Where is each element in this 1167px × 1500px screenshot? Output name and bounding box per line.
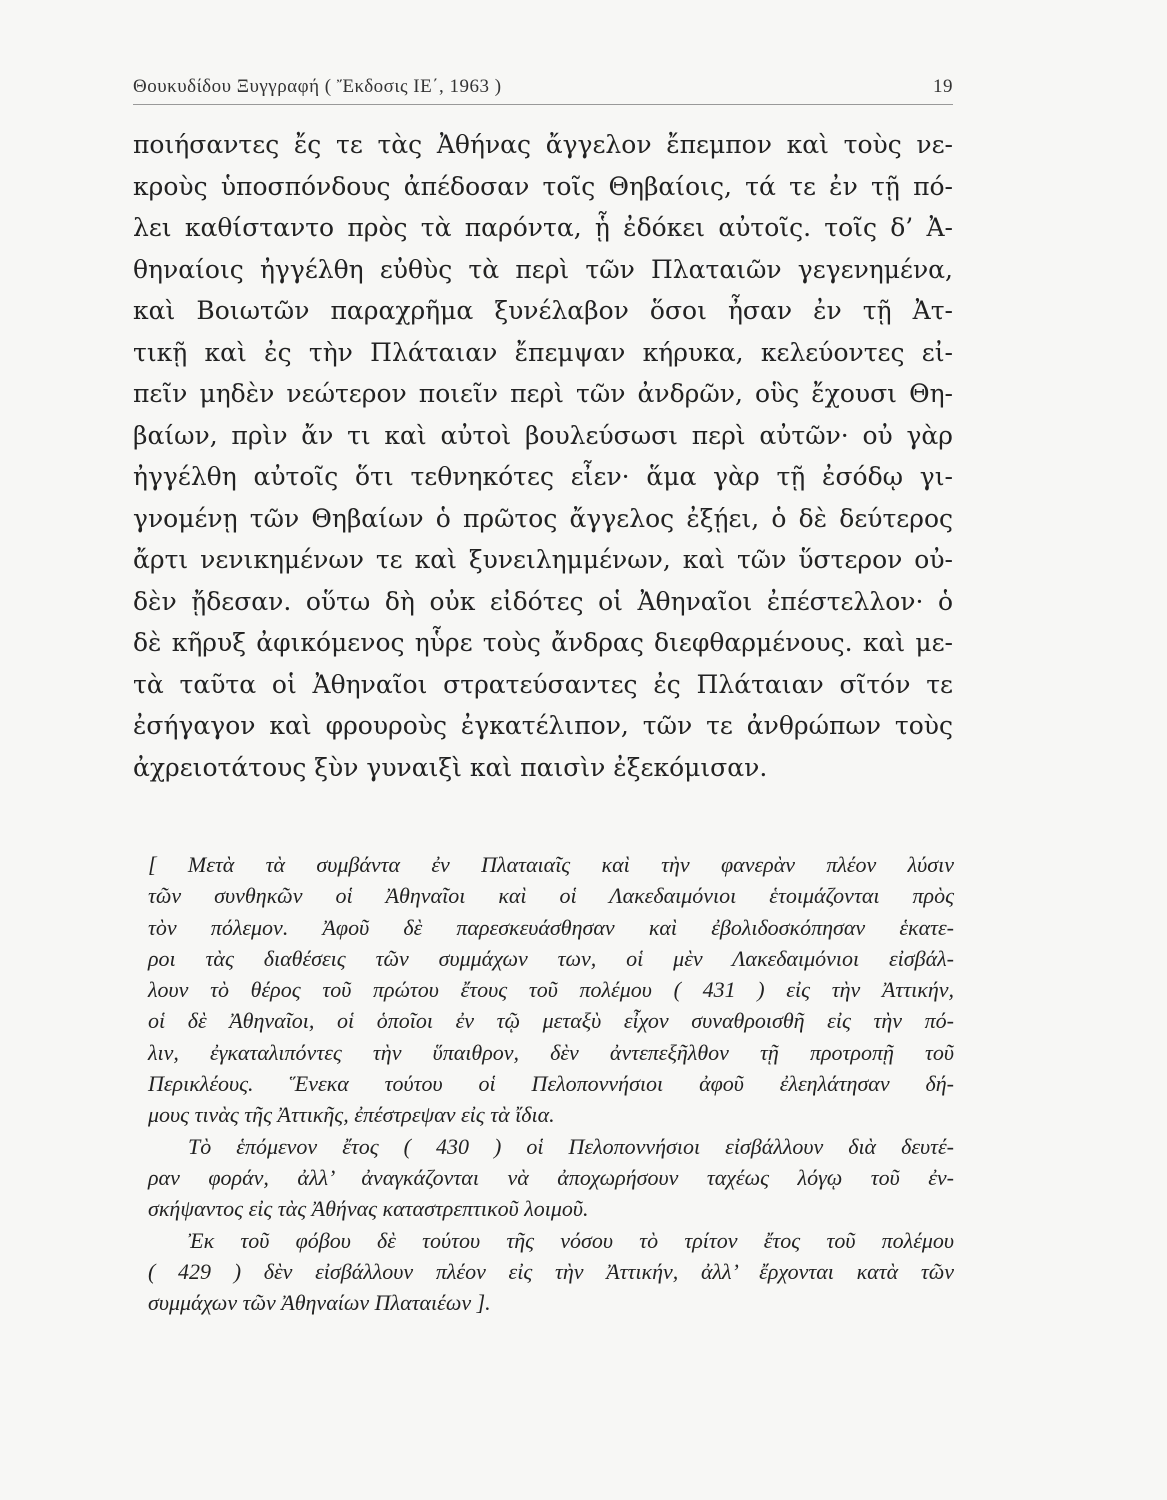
text-line: γνομένῃ τῶν Θηβαίων ὁ πρῶτος ἄγγελος ἐξῄει, ὁ δὲ δεύτερος <box>133 503 953 533</box>
text-line: ἐσήγαγον καὶ φρουροὺς ἐγκατέλιπον, τῶν τε ἀνθρώπων τοὺς <box>133 711 953 740</box>
italic-summary <box>148 849 954 1318</box>
header-rule <box>133 104 953 105</box>
summary-line: Τὸ ἑπόμενον ἔτος ( 430 ) οἱ Πελοποννήσιοι εἰσβάλλουν διὰ δευτέ- <box>188 1133 954 1159</box>
text-line: καὶ Βοιωτῶν παραχρῆμα ξυνέλαβον ὅσοι ἦσαν ἐν τῇ Ἀτ- <box>133 296 953 325</box>
text-line: ἀχρειοτάτους ξὺν γυναιξὶ καὶ παισὶν ἐξεκόμισαν. <box>133 752 768 782</box>
running-head <box>133 76 953 100</box>
summary-line: τῶν συνθηκῶν οἱ Ἀθηναῖοι καὶ οἱ Λακεδαιμόνιοι ἑτοιμάζονται πρὸς <box>148 883 954 909</box>
text-line: τικῇ καὶ ἐς τὴν Πλάταιαν ἔπεμψαν κήρυκα, κελεύοντες εἰ- <box>133 337 953 367</box>
running-head-title: Θουκυδίδου Ξυγγραφή ( Ἔκδοσις ΙΕ΄, 1963 ) <box>133 76 502 97</box>
summary-line: λιν, ἐγκαταλιπόντες τὴν ὕπαιθρον, δὲν ἀντεπεξῆλθον τῇ προτροπῇ τοῦ <box>148 1039 954 1065</box>
text-line: κροὺς ὑποσπόνδους ἀπέδοσαν τοῖς Θηβαίοις, τά τε ἐν τῇ πό- <box>133 171 953 201</box>
summary-line: τὸν πόλεμον. Ἀφοῦ δὲ παρεσκευάσθησαν καὶ ἐβολιδοσκόπησαν ἑκατε- <box>148 914 954 940</box>
summary-line: μους τινὰς τῆς Ἀττικῆς, ἐπέστρεψαν εἰς τὰ ἴδια. <box>148 1102 555 1128</box>
summary-line: ραν φοράν, ἀλλ’ ἀναγκάζονται νὰ ἀποχωρήσουν ταχέως λόγῳ τοῦ ἐν- <box>148 1164 954 1190</box>
text-line: ποιήσαντες ἔς τε τὰς Ἀθήνας ἄγγελον ἔπεμπον καὶ τοὺς νε- <box>133 130 953 159</box>
text-line: τὰ ταῦτα οἱ Ἀθηναῖοι στρατεύσαντες ἐς Πλάταιαν σῖτόν τε <box>133 669 953 699</box>
text-line: δὲν ᾔδεσαν. οὕτω δὴ οὐκ εἰδότες οἱ Ἀθηναῖοι ἐπέστελλον· ὁ <box>133 586 953 616</box>
summary-line: Περικλέους. Ἕνεκα τούτου οἱ Πελοποννήσιοι ἀφοῦ ἐλεηλάτησαν δή- <box>148 1071 954 1097</box>
summary-line: συμμάχων τῶν Ἀθηναίων Πλαταιέων ]. <box>148 1290 491 1316</box>
text-line: λει καθίσταντο πρὸς τὰ παρόντα, ᾗ ἐδόκει αὐτοῖς. τοῖς δ’ Ἀ- <box>133 213 953 242</box>
summary-line: οἱ δὲ Ἀθηναῖοι, οἱ ὁποῖοι ἐν τῷ μεταξὺ εἶχον συναθροισθῆ εἰς τὴν πό- <box>148 1008 954 1034</box>
summary-line: λουν τὸ θέρος τοῦ πρώτου ἔτους τοῦ πολέμου ( 431 ) εἰς τὴν Ἀττικήν, <box>148 977 954 1003</box>
text-line: ἠγγέλθη αὐτοῖς ὅτι τεθνηκότες εἶεν· ἅμα γὰρ τῇ ἐσόδῳ γι- <box>133 462 953 491</box>
summary-line: ( 429 ) δὲν εἰσβάλλουν πλέον εἰς τὴν Ἀττικήν, ἀλλ’ ἔρχονται κατὰ τῶν <box>148 1258 954 1284</box>
summary-line: Ἐκ τοῦ φόβου δὲ τούτου τῆς νόσου τὸ τρίτον ἔτος τοῦ πολέμου <box>188 1227 954 1253</box>
main-greek-text <box>133 124 953 788</box>
text-line: πεῖν μηδὲν νεώτερον ποιεῖν περὶ τῶν ἀνδρῶν, οὓς ἔχουσι Θη- <box>133 379 953 408</box>
page-number: 19 <box>933 76 953 97</box>
text-line: δὲ κῆρυξ ἀφικόμενος ηὗρε τοὺς ἄνδρας διεφθαρμένους. καὶ με- <box>133 628 953 657</box>
summary-line: σκήψαντος εἰς τὰς Ἀθήνας καταστρεπτικοῦ λοιμοῦ. <box>148 1196 589 1222</box>
summary-line: ροι τὰς διαθέσεις τῶν συμμάχων των, οἱ μὲν Λακεδαιμόνιοι εἰσβάλ- <box>148 945 954 971</box>
summary-line: [ Μετὰ τὰ συμβάντα ἐν Πλαταιαῖς καὶ τὴν φανερὰν πλέον λύσιν <box>148 852 954 877</box>
text-line: βαίων, πρὶν ἄν τι καὶ αὐτοὶ βουλεύσωσι περὶ αὐτῶν· οὐ γὰρ <box>133 420 953 450</box>
text-line: θηναίοις ἠγγέλθη εὐθὺς τὰ περὶ τῶν Πλαταιῶν γεγενημένα, <box>133 254 953 284</box>
text-line: ἄρτι νενικημένων τε καὶ ξυνειλημμένων, καὶ τῶν ὕστερον οὐ- <box>133 545 953 574</box>
